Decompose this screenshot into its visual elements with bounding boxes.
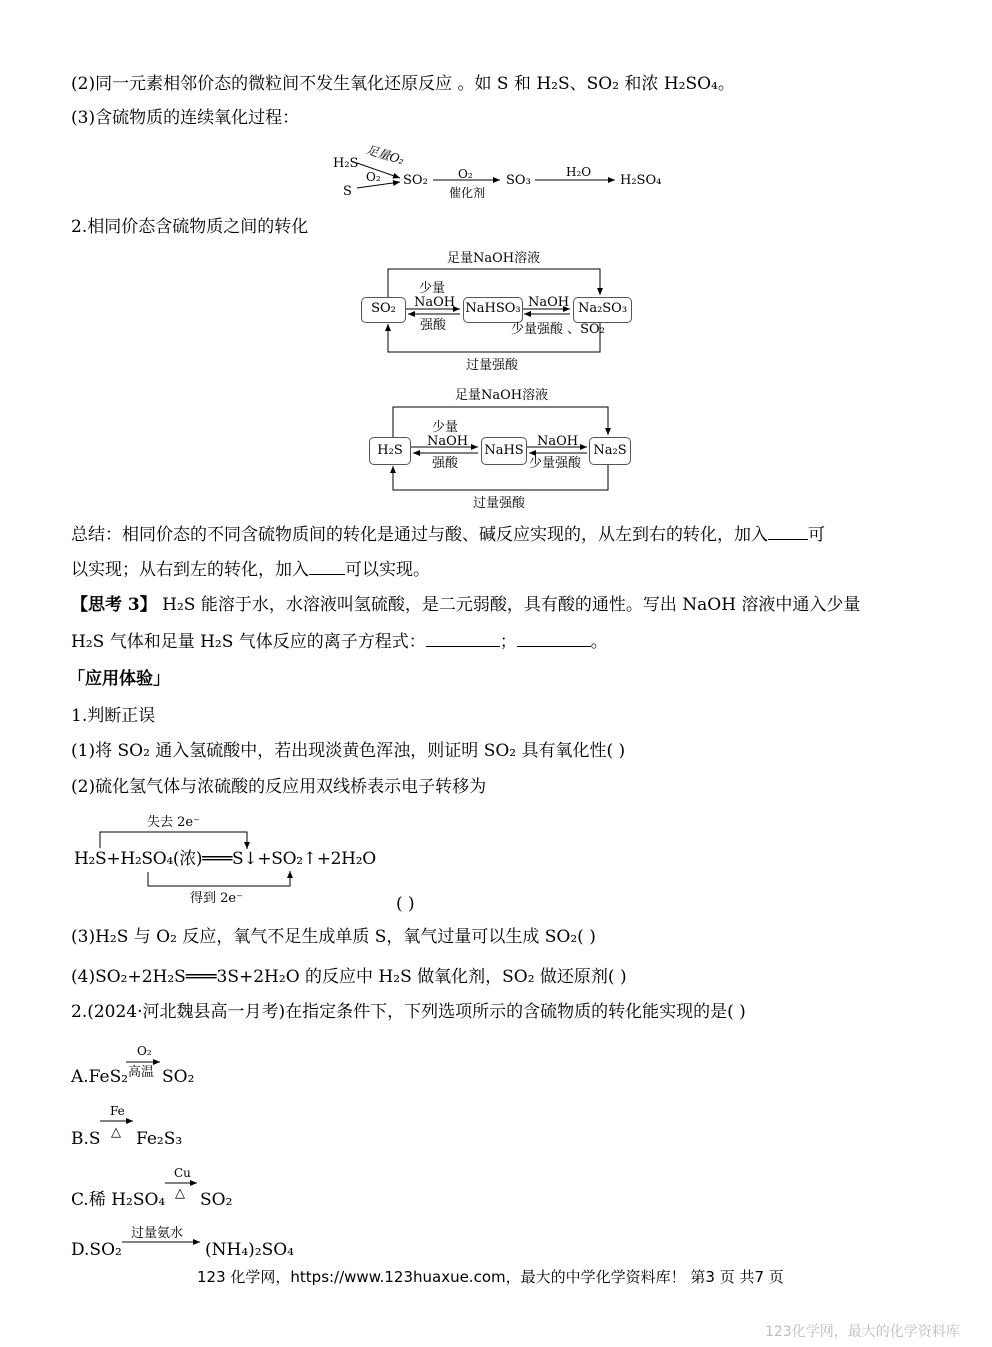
summary-line-1: 总结：相同价态的不同含硫物质间的转化是通过与酸、碱反应实现的，从左到右的转化，加入 可 (71, 525, 825, 545)
question-1-3: (3)H₂S 与 O₂ 反应，氧气不足生成单质 S，氧气过量可以生成 SO₂( ) (71, 927, 596, 947)
option-a-right: SO₂ (162, 1067, 195, 1087)
answer-blank-4[interactable] (517, 630, 591, 647)
option-d-left: D.SO₂ (71, 1240, 122, 1260)
chain-h2s: H₂S (333, 156, 359, 171)
answer-blank-2[interactable] (309, 558, 345, 575)
chain-o2-excess: 足量O₂ (364, 142, 406, 168)
chain-so2: SO₂ (403, 173, 428, 188)
answer-blank-3[interactable] (426, 630, 500, 647)
d2-box-h2s: H₂S (369, 437, 411, 465)
option-b-below: △ (111, 1125, 121, 1140)
option-d-right: (NH₄)₂SO₄ (205, 1240, 294, 1260)
bridge-gain-label: 得到 2e⁻ (190, 891, 243, 906)
chain-so3: SO₃ (506, 173, 531, 188)
d1-box-so2: SO₂ (361, 297, 406, 323)
d2-box-nahs: NaHS (481, 437, 527, 465)
bridge-answer-paren: ( ) (396, 894, 415, 914)
option-b-right: Fe₂S₃ (136, 1129, 183, 1149)
section-title: 「应用体验」 (68, 669, 170, 689)
d2-arrow-a-top1: 少量 (432, 420, 459, 435)
d2-arrow-b-top: NaOH (537, 434, 579, 449)
d1-top-label: 足量NaOH溶液 (447, 251, 541, 266)
chain-h2o: H₂O (566, 165, 592, 179)
d2-arrow-b-bottom: 少量强酸 (529, 456, 582, 471)
d2-arrow-a-top2: NaOH (427, 434, 469, 449)
option-b-above: Fe (110, 1104, 125, 1118)
option-d-above: 过量氨水 (131, 1226, 184, 1241)
d1-bottom-label: 过量强酸 (466, 358, 519, 373)
question-1-2: (2)硫化氢气体与浓硫酸的反应用双线桥表示电子转移为 (71, 777, 487, 797)
d1-arrow-a-bottom: 强酸 (420, 318, 447, 333)
paragraph-adjacent-valence: (2)同一元素相邻价态的微粒间不发生氧化还原反应 。如 S 和 H₂S、SO₂ 和浓 H₂SO₄。 (71, 74, 735, 94)
option-a-left: A.FeS₂ (71, 1067, 129, 1087)
option-c-left: C.稀 H₂SO₄ (71, 1190, 166, 1210)
question-1: 1.判断正误 (71, 706, 156, 726)
chain-h2so4: H₂SO₄ (620, 173, 662, 188)
summary-line-2: 以实现；从右到左的转化，加入 可以实现。 (71, 560, 430, 580)
chain-o2: O₂ (366, 170, 381, 184)
chain-o2-b: O₂ (458, 167, 473, 181)
d2-box-na2s: Na₂S (589, 437, 631, 465)
question-1-1: (1)将 SO₂ 通入氢硫酸中，若出现淡黄色浑浊，则证明 SO₂ 具有氧化性( ) (71, 741, 626, 761)
d1-arrow-b-bottom: 少量强酸 、SO₂ (511, 322, 605, 337)
d2-arrow-a-bottom: 强酸 (432, 456, 459, 471)
d1-arrow-a-top1: 少量 (419, 281, 446, 296)
option-a-above: O₂ (137, 1044, 152, 1058)
chain-s: S (343, 184, 352, 199)
chain-catalyst: 催化剂 (449, 186, 486, 200)
bridge-equation: H₂S+H₂SO₄(浓)═══S↓+SO₂↑+2H₂O (74, 849, 376, 869)
paragraph-oxidation-chain: (3)含硫物质的连续氧化过程： (71, 108, 300, 128)
option-c-below: △ (175, 1186, 185, 1201)
d1-arrow-b-top: NaOH (528, 295, 570, 310)
option-a-below: 高温 (128, 1065, 155, 1080)
question-1-4: (4)SO₂+2H₂S═══3S+2H₂O 的反应中 H₂S 做氧化剂，SO₂ 做还原剂( ) (71, 967, 627, 987)
d1-arrow-a-top2: NaOH (414, 295, 456, 310)
option-c-above: Cu (174, 1166, 191, 1180)
d2-top-label: 足量NaOH溶液 (455, 388, 549, 403)
bridge-lose-label: 失去 2e⁻ (147, 815, 200, 830)
think-label: 【思考 3】 (71, 595, 157, 615)
d2-bottom-label: 过量强酸 (473, 496, 526, 511)
watermark: 123化学网，最大的化学资料库 (765, 1324, 960, 1340)
option-b-left: B.S (71, 1129, 101, 1149)
d1-box-nahso3: NaHSO₃ (463, 297, 523, 323)
think-line-2: H₂S 气体和足量 H₂S 气体反应的离子方程式： ； 。 (71, 632, 608, 652)
option-c-right: SO₂ (200, 1190, 233, 1210)
d1-box-na2so3: Na₂SO₃ (573, 297, 632, 323)
think-line-1: 【思考 3】 H₂S 能溶于水，水溶液叫氢硫酸，是二元弱酸，具有酸的通性。写出 NaOH 溶液中通入少量 (71, 595, 861, 615)
question-2: 2.(2024·河北魏县高一月考)在指定条件下，下列选项所示的含硫物质的转化能实现的是( ) (71, 1002, 746, 1022)
page-footer: 123 化学网，https://www.123huaxue.com，最大的中学化学资料库！ 第3 页 共7 页 (197, 1268, 784, 1286)
heading-same-valence: 2.相同价态含硫物质之间的转化 (71, 217, 309, 237)
answer-blank-1[interactable] (768, 523, 808, 540)
